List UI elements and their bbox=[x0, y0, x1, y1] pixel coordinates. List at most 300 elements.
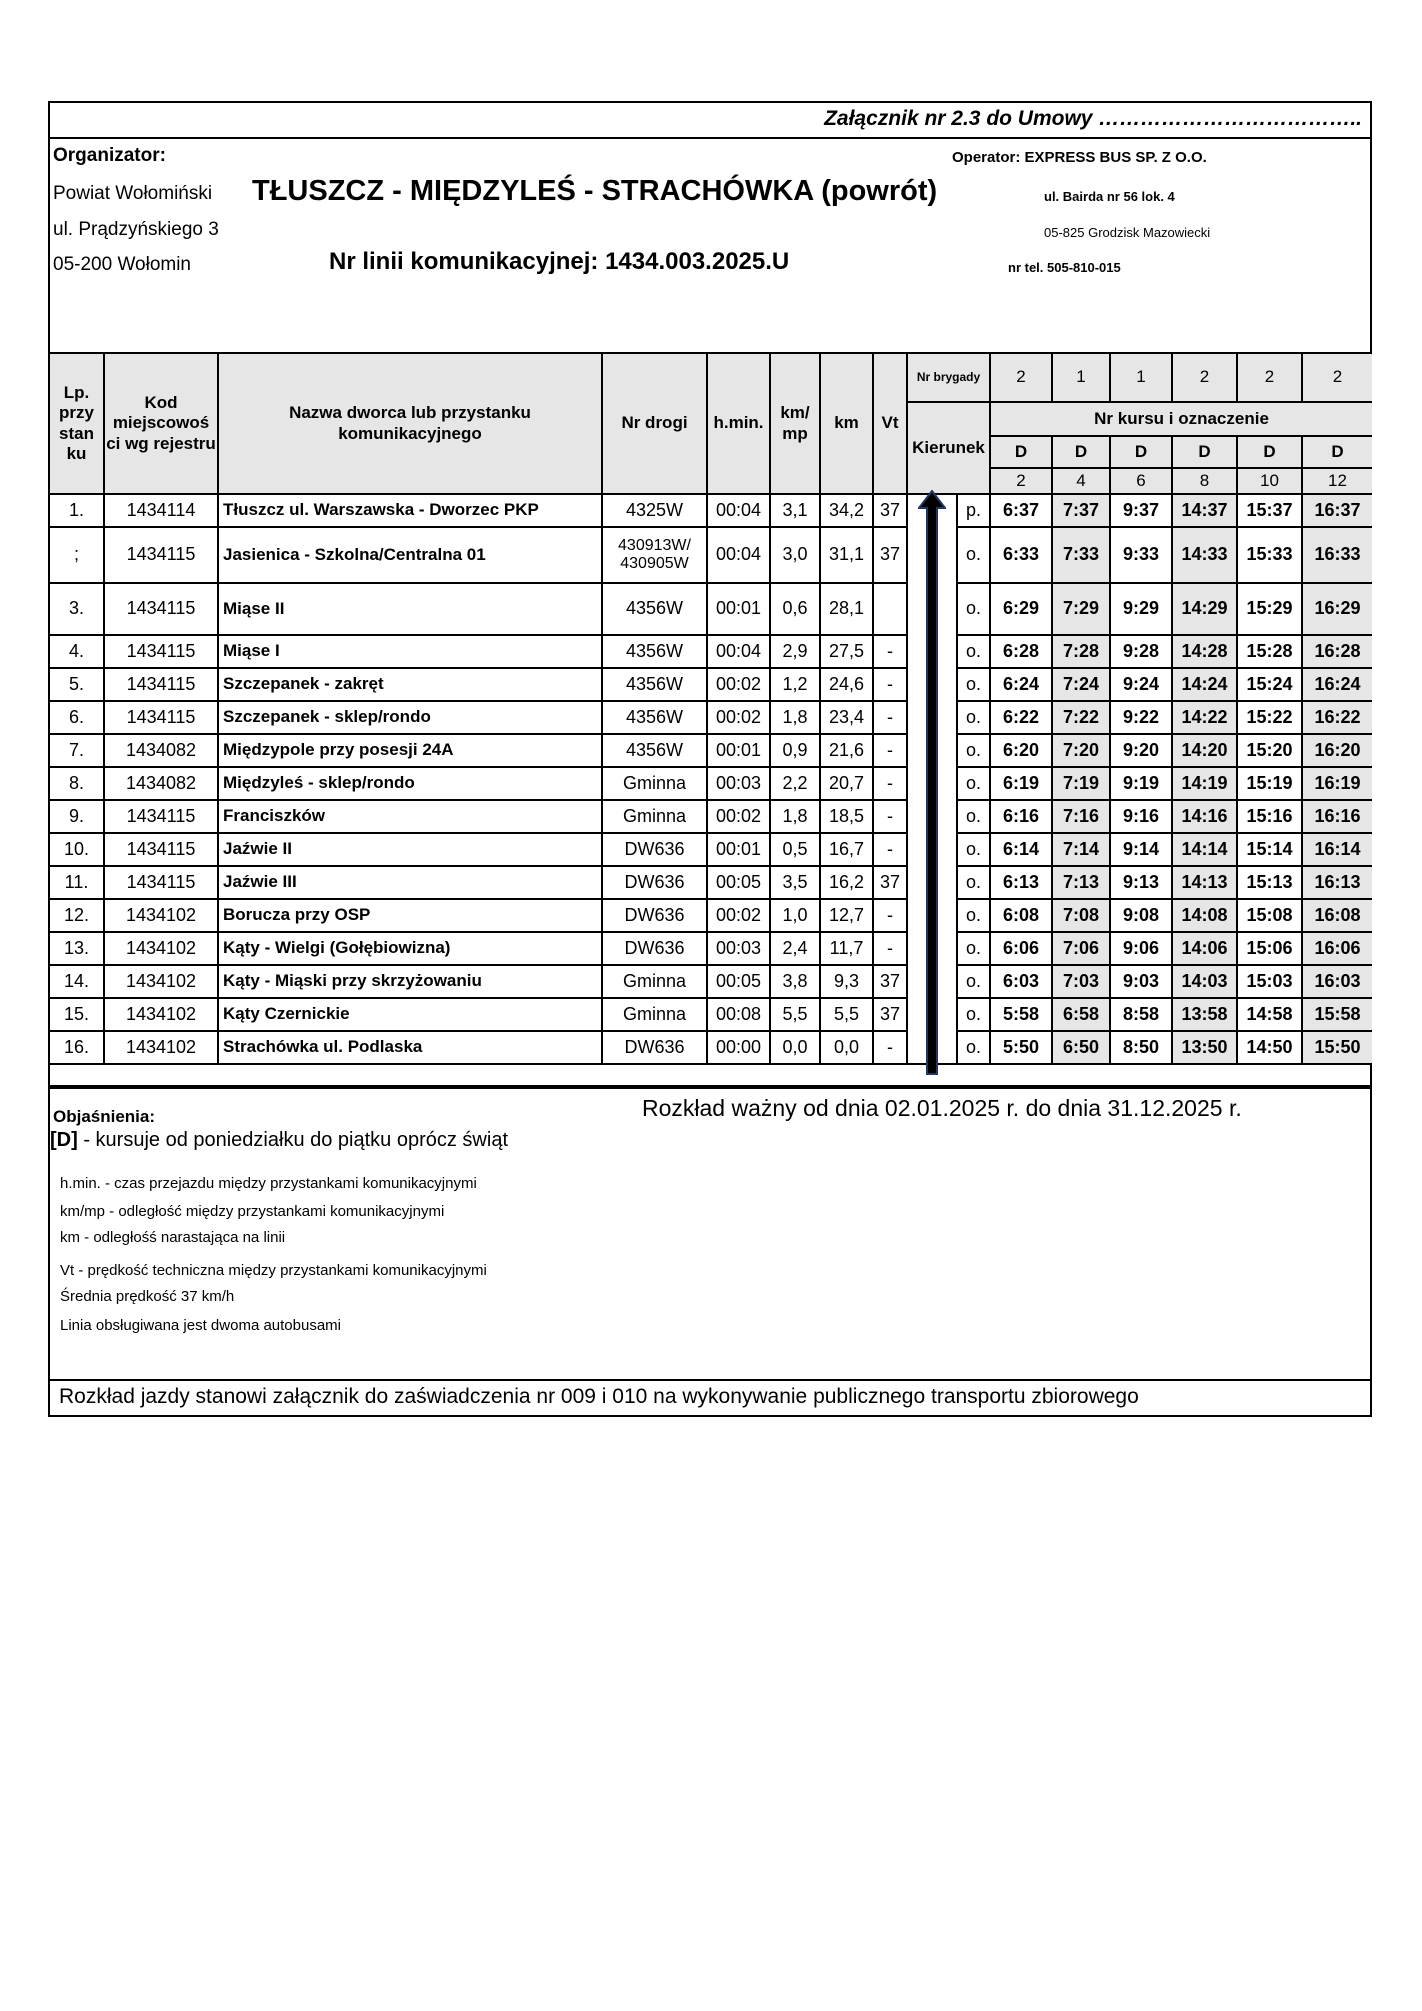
departure-time: 6:33 bbox=[990, 527, 1052, 583]
direction-arrow-cell bbox=[907, 833, 957, 866]
departure-time: 7:37 bbox=[1052, 494, 1110, 527]
annex-label: Załącznik nr 2.3 do Umowy ……………………………….. bbox=[824, 107, 1362, 130]
road-number: 4356W bbox=[602, 583, 707, 635]
stop-number: 15. bbox=[50, 998, 104, 1031]
course-mark: D bbox=[1172, 436, 1237, 468]
departure-time: 15:22 bbox=[1237, 701, 1302, 734]
departure-time: 15:58 bbox=[1302, 998, 1372, 1031]
departure-time: 6:24 bbox=[990, 668, 1052, 701]
table-row bbox=[50, 932, 1372, 965]
segment-distance: 3,5 bbox=[770, 866, 820, 899]
travel-time: 00:02 bbox=[707, 701, 770, 734]
cumulative-distance: 24,6 bbox=[820, 668, 873, 701]
col-header-kod: Kod miejscowoś ci wg rejestru bbox=[104, 354, 218, 494]
course-mark: D bbox=[1110, 436, 1172, 468]
direction-arrow-cell bbox=[907, 932, 957, 965]
stop-number: 9. bbox=[50, 800, 104, 833]
timetable bbox=[50, 354, 1372, 1087]
departure-time: 14:28 bbox=[1172, 635, 1237, 668]
explanation-line: h.min. - czas przejazdu między przystankami komunikacyjnymi bbox=[60, 1175, 477, 1192]
departure-time: 14:13 bbox=[1172, 866, 1237, 899]
departure-time: 9:14 bbox=[1110, 833, 1172, 866]
locality-code: 1434115 bbox=[104, 583, 218, 635]
technical-speed: - bbox=[873, 734, 907, 767]
departure-time: 14:22 bbox=[1172, 701, 1237, 734]
departure-time: 8:50 bbox=[1110, 1031, 1172, 1064]
departure-time: 14:20 bbox=[1172, 734, 1237, 767]
departure-time: 7:16 bbox=[1052, 800, 1110, 833]
segment-distance: 2,4 bbox=[770, 932, 820, 965]
stop-number: 12. bbox=[50, 899, 104, 932]
locality-code: 1434102 bbox=[104, 932, 218, 965]
locality-code: 1434102 bbox=[104, 965, 218, 998]
stop-name: Borucza przy OSP bbox=[218, 899, 602, 932]
departure-time: 16:33 bbox=[1302, 527, 1372, 583]
operator-phone: nr tel. 505-810-015 bbox=[1008, 260, 1121, 275]
stop-name: Kąty - Miąski przy skrzyżowaniu bbox=[218, 965, 602, 998]
road-number: DW636 bbox=[602, 1031, 707, 1064]
technical-speed: - bbox=[873, 635, 907, 668]
departure-time: 7:22 bbox=[1052, 701, 1110, 734]
brigade-cell: 2 bbox=[1172, 354, 1237, 402]
road-number: DW636 bbox=[602, 866, 707, 899]
stop-name: Międzyleś - sklep/rondo bbox=[218, 767, 602, 800]
departure-time: 15:14 bbox=[1237, 833, 1302, 866]
locality-code: 1434102 bbox=[104, 998, 218, 1031]
cumulative-distance: 12,7 bbox=[820, 899, 873, 932]
departure-time: 16:37 bbox=[1302, 494, 1372, 527]
departure-time: 6:13 bbox=[990, 866, 1052, 899]
stop-number: 14. bbox=[50, 965, 104, 998]
segment-distance: 1,0 bbox=[770, 899, 820, 932]
departure-time: 15:03 bbox=[1237, 965, 1302, 998]
col-header-nr-drogi: Nr drogi bbox=[602, 354, 707, 494]
departure-time: 9:29 bbox=[1110, 583, 1172, 635]
direction-marker: o. bbox=[957, 965, 990, 998]
direction-arrow-cell bbox=[907, 800, 957, 833]
d-marker-text: - kursuje od poniedziałku do piątku oprócz świąt bbox=[77, 1129, 508, 1151]
locality-code: 1434115 bbox=[104, 701, 218, 734]
locality-code: 1434102 bbox=[104, 899, 218, 932]
col-header-lp: Lp. przy stan ku bbox=[50, 354, 104, 494]
departure-time: 15:13 bbox=[1237, 866, 1302, 899]
segment-distance: 3,1 bbox=[770, 494, 820, 527]
direction-marker: o. bbox=[957, 767, 990, 800]
departure-time: 9:13 bbox=[1110, 866, 1172, 899]
departure-time: 16:28 bbox=[1302, 635, 1372, 668]
departure-time: 9:19 bbox=[1110, 767, 1172, 800]
departure-time: 6:20 bbox=[990, 734, 1052, 767]
departure-time: 7:19 bbox=[1052, 767, 1110, 800]
stop-name: Międzypole przy posesji 24A bbox=[218, 734, 602, 767]
departure-time: 6:14 bbox=[990, 833, 1052, 866]
table-row bbox=[50, 866, 1372, 899]
travel-time: 00:04 bbox=[707, 635, 770, 668]
departure-time: 13:50 bbox=[1172, 1031, 1237, 1064]
stop-number: 13. bbox=[50, 932, 104, 965]
departure-time: 15:28 bbox=[1237, 635, 1302, 668]
brigade-cell: 1 bbox=[1110, 354, 1172, 402]
organizer-street: ul. Prądzyńskiego 3 bbox=[53, 219, 219, 240]
direction-arrow-cell bbox=[907, 583, 957, 635]
table-row bbox=[50, 701, 1372, 734]
departure-time: 15:08 bbox=[1237, 899, 1302, 932]
direction-marker: o. bbox=[957, 527, 990, 583]
cumulative-distance: 18,5 bbox=[820, 800, 873, 833]
stop-number: 4. bbox=[50, 635, 104, 668]
locality-code: 1434115 bbox=[104, 527, 218, 583]
locality-code: 1434115 bbox=[104, 668, 218, 701]
departure-time: 15:06 bbox=[1237, 932, 1302, 965]
technical-speed: - bbox=[873, 800, 907, 833]
technical-speed: - bbox=[873, 932, 907, 965]
departure-time: 9:22 bbox=[1110, 701, 1172, 734]
certificate-note: Rozkład jazdy stanowi załącznik do zaświadczenia nr 009 i 010 na wykonywanie publicznego transportu zbiorowego bbox=[59, 1385, 1139, 1408]
direction-marker: o. bbox=[957, 701, 990, 734]
technical-speed: - bbox=[873, 833, 907, 866]
departure-time: 9:06 bbox=[1110, 932, 1172, 965]
departure-time: 16:08 bbox=[1302, 899, 1372, 932]
stop-number: 8. bbox=[50, 767, 104, 800]
departure-time: 7:29 bbox=[1052, 583, 1110, 635]
cumulative-distance: 21,6 bbox=[820, 734, 873, 767]
direction-arrow-cell bbox=[907, 866, 957, 899]
table-row bbox=[50, 734, 1372, 767]
stop-name: Strachówka ul. Podlaska bbox=[218, 1031, 602, 1064]
cumulative-distance: 16,7 bbox=[820, 833, 873, 866]
departure-time: 6:22 bbox=[990, 701, 1052, 734]
departure-time: 6:50 bbox=[1052, 1031, 1110, 1064]
direction-marker: o. bbox=[957, 866, 990, 899]
departure-time: 16:03 bbox=[1302, 965, 1372, 998]
travel-time: 00:01 bbox=[707, 734, 770, 767]
departure-time: 14:03 bbox=[1172, 965, 1237, 998]
table-row bbox=[50, 899, 1372, 932]
departure-time: 16:16 bbox=[1302, 800, 1372, 833]
departure-time: 15:24 bbox=[1237, 668, 1302, 701]
explanation-line: km - odległośś narastająca na linii bbox=[60, 1229, 286, 1246]
segment-distance: 3,8 bbox=[770, 965, 820, 998]
table-row bbox=[50, 767, 1372, 800]
segment-distance: 2,2 bbox=[770, 767, 820, 800]
road-number: DW636 bbox=[602, 899, 707, 932]
cumulative-distance: 11,7 bbox=[820, 932, 873, 965]
stop-number: 11. bbox=[50, 866, 104, 899]
travel-time: 00:04 bbox=[707, 494, 770, 527]
direction-arrow-cell bbox=[907, 701, 957, 734]
departure-time: 7:20 bbox=[1052, 734, 1110, 767]
cumulative-distance: 34,2 bbox=[820, 494, 873, 527]
departure-time: 7:03 bbox=[1052, 965, 1110, 998]
direction-marker: o. bbox=[957, 668, 990, 701]
stop-name: Tłuszcz ul. Warszawska - Dworzec PKP bbox=[218, 494, 602, 527]
road-number: Gminna bbox=[602, 965, 707, 998]
direction-marker: o. bbox=[957, 800, 990, 833]
locality-code: 1434115 bbox=[104, 833, 218, 866]
direction-arrow-cell bbox=[907, 734, 957, 767]
departure-time: 14:19 bbox=[1172, 767, 1237, 800]
road-number: Gminna bbox=[602, 767, 707, 800]
stop-number: 3. bbox=[50, 583, 104, 635]
road-number: 4356W bbox=[602, 635, 707, 668]
course-mark: D bbox=[1052, 436, 1110, 468]
cumulative-distance: 5,5 bbox=[820, 998, 873, 1031]
departure-time: 7:14 bbox=[1052, 833, 1110, 866]
segment-distance: 0,9 bbox=[770, 734, 820, 767]
table-row bbox=[50, 800, 1372, 833]
table-row bbox=[50, 635, 1372, 668]
col-header-kmmp: km/ mp bbox=[770, 354, 820, 494]
departure-time: 9:28 bbox=[1110, 635, 1172, 668]
line-number: Nr linii komunikacyjnej: 1434.003.2025.U bbox=[329, 248, 790, 275]
road-number: 4356W bbox=[602, 668, 707, 701]
departure-time: 13:58 bbox=[1172, 998, 1237, 1031]
course-mark: D bbox=[990, 436, 1052, 468]
cumulative-distance: 20,7 bbox=[820, 767, 873, 800]
table-row bbox=[50, 527, 1372, 583]
direction-arrow-cell bbox=[907, 668, 957, 701]
departure-time: 6:28 bbox=[990, 635, 1052, 668]
locality-code: 1434115 bbox=[104, 635, 218, 668]
departure-time: 16:19 bbox=[1302, 767, 1372, 800]
technical-speed: 37 bbox=[873, 965, 907, 998]
departure-time: 9:16 bbox=[1110, 800, 1172, 833]
course-number: 12 bbox=[1302, 468, 1372, 494]
departure-time: 6:37 bbox=[990, 494, 1052, 527]
departure-time: 14:58 bbox=[1237, 998, 1302, 1031]
departure-time: 16:14 bbox=[1302, 833, 1372, 866]
stop-name: Kąty Czernickie bbox=[218, 998, 602, 1031]
departure-time: 9:24 bbox=[1110, 668, 1172, 701]
departure-time: 14:08 bbox=[1172, 899, 1237, 932]
direction-marker: o. bbox=[957, 583, 990, 635]
departure-time: 15:37 bbox=[1237, 494, 1302, 527]
direction-marker: o. bbox=[957, 635, 990, 668]
travel-time: 00:01 bbox=[707, 833, 770, 866]
departure-time: 14:37 bbox=[1172, 494, 1237, 527]
explanation-line: km/mp - odległość między przystankami komunikacyjnymi bbox=[60, 1203, 445, 1220]
explanation-line: Linia obsługiwana jest dwoma autobusami bbox=[60, 1317, 342, 1334]
stop-number: 5. bbox=[50, 668, 104, 701]
departure-time: 14:06 bbox=[1172, 932, 1237, 965]
technical-speed: 37 bbox=[873, 527, 907, 583]
explanations-section bbox=[50, 1087, 1370, 1381]
departure-time: 7:24 bbox=[1052, 668, 1110, 701]
travel-time: 00:05 bbox=[707, 965, 770, 998]
departure-time: 16:29 bbox=[1302, 583, 1372, 635]
segment-distance: 1,2 bbox=[770, 668, 820, 701]
brigade-cell: 1 bbox=[1052, 354, 1110, 402]
col-header-nr-kursu: Nr kursu i oznaczenie bbox=[990, 402, 1372, 436]
course-mark: D bbox=[1302, 436, 1372, 468]
cumulative-distance: 27,5 bbox=[820, 635, 873, 668]
technical-speed: 37 bbox=[873, 866, 907, 899]
stop-number: 7. bbox=[50, 734, 104, 767]
travel-time: 00:02 bbox=[707, 668, 770, 701]
direction-marker: o. bbox=[957, 734, 990, 767]
direction-arrow-cell bbox=[907, 494, 957, 527]
operator-city: 05-825 Grodzisk Mazowiecki bbox=[1044, 225, 1211, 240]
course-number: 8 bbox=[1172, 468, 1237, 494]
departure-time: 15:16 bbox=[1237, 800, 1302, 833]
departure-time: 6:19 bbox=[990, 767, 1052, 800]
departure-time: 16:13 bbox=[1302, 866, 1372, 899]
travel-time: 00:03 bbox=[707, 932, 770, 965]
timetable-document bbox=[48, 101, 1372, 1417]
col-header-hmin: h.min. bbox=[707, 354, 770, 494]
direction-arrow-cell bbox=[907, 998, 957, 1031]
brigade-cell: 2 bbox=[990, 354, 1052, 402]
direction-marker: o. bbox=[957, 932, 990, 965]
direction-marker: o. bbox=[957, 833, 990, 866]
stop-name: Szczepanek - sklep/rondo bbox=[218, 701, 602, 734]
departure-time: 8:58 bbox=[1110, 998, 1172, 1031]
departure-time: 9:37 bbox=[1110, 494, 1172, 527]
explanation-line: Średnia prędkość 37 km/h bbox=[60, 1288, 235, 1305]
stop-number: 10. bbox=[50, 833, 104, 866]
table-row bbox=[50, 833, 1372, 866]
departure-time: 14:24 bbox=[1172, 668, 1237, 701]
travel-time: 00:02 bbox=[707, 899, 770, 932]
direction-marker: o. bbox=[957, 998, 990, 1031]
stop-number: ; bbox=[50, 527, 104, 583]
technical-speed: - bbox=[873, 899, 907, 932]
table-row bbox=[50, 494, 1372, 527]
direction-arrow-cell bbox=[907, 899, 957, 932]
departure-time: 6:16 bbox=[990, 800, 1052, 833]
travel-time: 00:08 bbox=[707, 998, 770, 1031]
locality-code: 1434102 bbox=[104, 1031, 218, 1064]
departure-time: 16:22 bbox=[1302, 701, 1372, 734]
direction-arrow-cell bbox=[907, 1031, 957, 1064]
road-number: 4356W bbox=[602, 701, 707, 734]
departure-time: 14:14 bbox=[1172, 833, 1237, 866]
departure-time: 15:33 bbox=[1237, 527, 1302, 583]
segment-distance: 5,5 bbox=[770, 998, 820, 1031]
locality-code: 1434082 bbox=[104, 767, 218, 800]
organizer-label: Organizator: bbox=[53, 145, 166, 166]
operator-street: ul. Bairda nr 56 lok. 4 bbox=[1044, 189, 1175, 204]
stop-number: 6. bbox=[50, 701, 104, 734]
route-title: TŁUSZCZ - MIĘDZYLEŚ - STRACHÓWKA (powrót) bbox=[252, 175, 938, 207]
cumulative-distance: 31,1 bbox=[820, 527, 873, 583]
d-marker-explanation bbox=[50, 1129, 508, 1152]
direction-arrow-cell bbox=[907, 965, 957, 998]
stop-name: Kąty - Wielgi (Gołębiowizna) bbox=[218, 932, 602, 965]
departure-time: 7:13 bbox=[1052, 866, 1110, 899]
locality-code: 1434115 bbox=[104, 800, 218, 833]
annex-header bbox=[50, 103, 1370, 139]
departure-time: 7:33 bbox=[1052, 527, 1110, 583]
technical-speed: - bbox=[873, 1031, 907, 1064]
col-header-kierunek: Kierunek bbox=[907, 402, 990, 494]
explanations-title: Objaśnienia: bbox=[53, 1107, 156, 1126]
col-header-km: km bbox=[820, 354, 873, 494]
departure-time: 14:29 bbox=[1172, 583, 1237, 635]
technical-speed: - bbox=[873, 668, 907, 701]
road-number: Gminna bbox=[602, 800, 707, 833]
travel-time: 00:04 bbox=[707, 527, 770, 583]
technical-speed: 37 bbox=[873, 494, 907, 527]
departure-time: 16:06 bbox=[1302, 932, 1372, 965]
direction-marker: o. bbox=[957, 1031, 990, 1064]
course-number: 4 bbox=[1052, 468, 1110, 494]
table-row bbox=[50, 1031, 1372, 1064]
departure-time: 14:16 bbox=[1172, 800, 1237, 833]
locality-code: 1434114 bbox=[104, 494, 218, 527]
departure-time: 16:20 bbox=[1302, 734, 1372, 767]
road-number: Gminna bbox=[602, 998, 707, 1031]
travel-time: 00:00 bbox=[707, 1031, 770, 1064]
direction-arrow-cell bbox=[907, 527, 957, 583]
stop-name: Jasienica - Szkolna/Centralna 01 bbox=[218, 527, 602, 583]
course-mark: D bbox=[1237, 436, 1302, 468]
travel-time: 00:03 bbox=[707, 767, 770, 800]
travel-time: 00:01 bbox=[707, 583, 770, 635]
departure-time: 7:28 bbox=[1052, 635, 1110, 668]
road-number: DW636 bbox=[602, 833, 707, 866]
cumulative-distance: 28,1 bbox=[820, 583, 873, 635]
road-number: 4356W bbox=[602, 734, 707, 767]
departure-time: 6:58 bbox=[1052, 998, 1110, 1031]
departure-time: 15:20 bbox=[1237, 734, 1302, 767]
course-number: 10 bbox=[1237, 468, 1302, 494]
cumulative-distance: 16,2 bbox=[820, 866, 873, 899]
departure-time: 5:58 bbox=[990, 998, 1052, 1031]
departure-time: 7:08 bbox=[1052, 899, 1110, 932]
departure-time: 9:03 bbox=[1110, 965, 1172, 998]
cumulative-distance: 9,3 bbox=[820, 965, 873, 998]
stop-name: Miąse II bbox=[218, 583, 602, 635]
segment-distance: 0,6 bbox=[770, 583, 820, 635]
validity-period: Rozkład ważny od dnia 02.01.2025 r. do dnia 31.12.2025 r. bbox=[642, 1095, 1242, 1121]
col-header-vt: Vt bbox=[873, 354, 907, 494]
segment-distance: 1,8 bbox=[770, 701, 820, 734]
departure-time: 6:03 bbox=[990, 965, 1052, 998]
technical-speed: - bbox=[873, 701, 907, 734]
road-number: 430913W/ 430905W bbox=[602, 527, 707, 583]
technical-speed: - bbox=[873, 767, 907, 800]
locality-code: 1434115 bbox=[104, 866, 218, 899]
course-number: 6 bbox=[1110, 468, 1172, 494]
table-row bbox=[50, 998, 1372, 1031]
direction-arrow-cell bbox=[907, 767, 957, 800]
travel-time: 00:05 bbox=[707, 866, 770, 899]
departure-time: 6:29 bbox=[990, 583, 1052, 635]
departure-time: 7:06 bbox=[1052, 932, 1110, 965]
segment-distance: 0,5 bbox=[770, 833, 820, 866]
table-row bbox=[50, 965, 1372, 998]
table-row bbox=[50, 668, 1372, 701]
col-header-nazwa: Nazwa dworca lub przystanku komunikacyjnego bbox=[218, 354, 602, 494]
stop-name: Miąse I bbox=[218, 635, 602, 668]
organizer-name: Powiat Wołomiński bbox=[53, 183, 213, 204]
departure-time: 15:50 bbox=[1302, 1031, 1372, 1064]
departure-time: 9:33 bbox=[1110, 527, 1172, 583]
brigade-cell: 2 bbox=[1237, 354, 1302, 402]
departure-time: 9:20 bbox=[1110, 734, 1172, 767]
certificate-note-row bbox=[50, 1381, 1370, 1415]
segment-distance: 2,9 bbox=[770, 635, 820, 668]
direction-arrow-cell bbox=[907, 635, 957, 668]
segment-distance: 1,8 bbox=[770, 800, 820, 833]
stop-number: 16. bbox=[50, 1031, 104, 1064]
table-row bbox=[50, 583, 1372, 635]
blank-row bbox=[50, 1064, 1372, 1086]
road-number: 4325W bbox=[602, 494, 707, 527]
stop-name: Jaźwie II bbox=[218, 833, 602, 866]
stop-name: Jaźwie III bbox=[218, 866, 602, 899]
